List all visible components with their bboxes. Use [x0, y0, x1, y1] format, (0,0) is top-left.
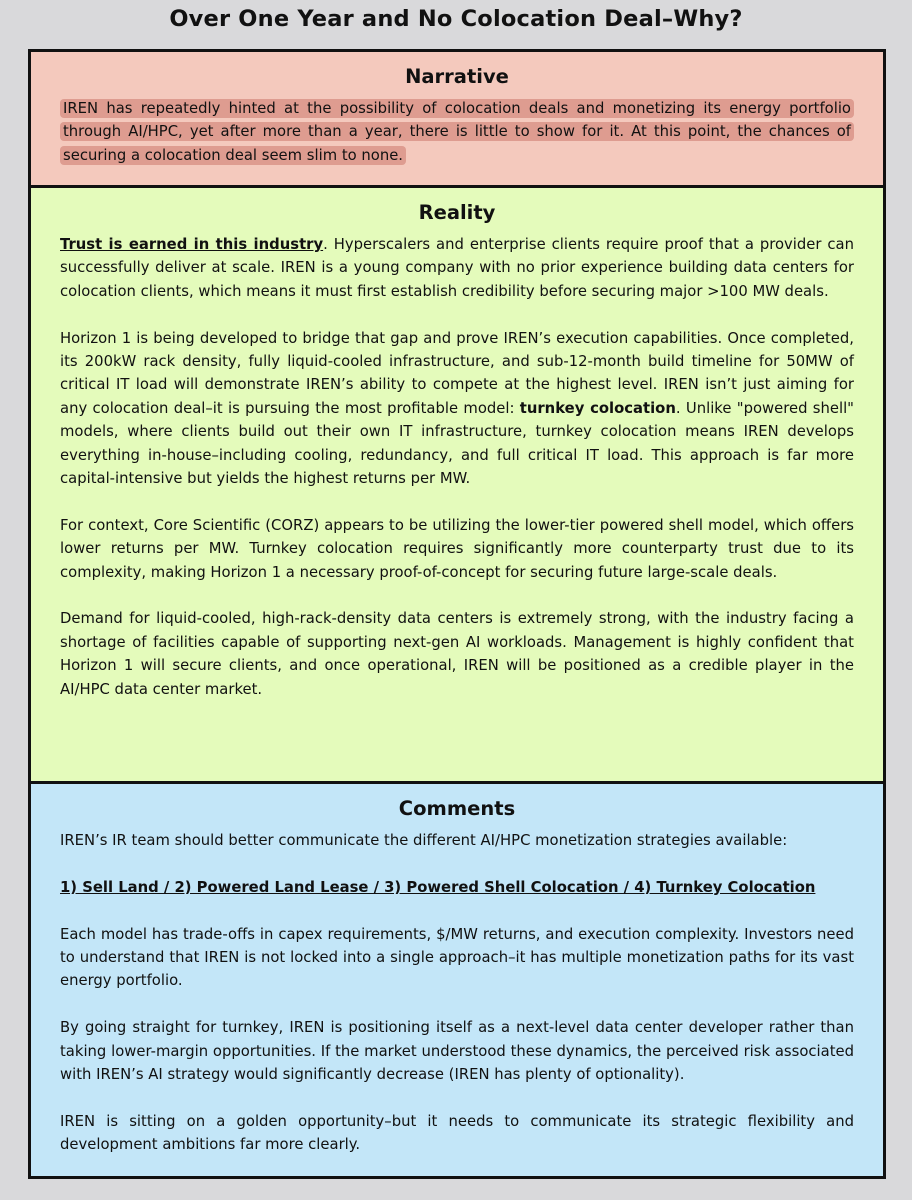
narrative-section [31, 52, 883, 188]
comments-paragraph-1: IREN’s IR team should better communicate the different AI/HPC monetization strategies available: [60, 832, 788, 849]
page-title: Over One Year and No Colocation Deal–Why? [169, 6, 743, 32]
narrative-highlighted-text: IREN has repeatedly hinted at the possibility of colocation deals and monetizing its energy portfolio through AI/HPC, yet after more than a year, there is little to show for it. At this point, the chances of securing a colocation deal seem slim to none. [60, 99, 854, 165]
reality-paragraph-2-text-a: Horizon 1 is being developed to bridge that gap and prove IREN’s execution capabilities. Once completed, its 200kW rack density, fully liquid-cooled infrastructure, and sub-12-month build timeline for 50MW of critical IT load will demonstrate IREN’s ability to compete at the highest level. IREN isn’t just aiming for any colocation deal–it is pursuing the most profitable model: [60, 329, 854, 417]
comments-body [31, 829, 883, 1157]
comments-paragraph-3: By going straight for turnkey, IREN is positioning itself as a next-level data center developer rather than taking lower-margin opportunities. If the market understood these dynamics, the perceived risk associated with IREN’s AI strategy would significantly decrease (IREN has plenty of optionality). [60, 1019, 854, 1084]
monetization-models-list [60, 876, 854, 899]
reality-heading: Reality [418, 201, 496, 224]
reality-section [31, 188, 883, 784]
comments-heading: Comments [398, 797, 516, 820]
monetization-models-text: 1) Sell Land / 2) Powered Land Lease / 3) Powered Shell Colocation / 4) Turnkey Colocation [60, 878, 816, 896]
reality-paragraph-4: Demand for liquid-cooled, high-rack-density data centers is extremely strong, with the industry facing a shortage of facilities capable of supporting next-gen AI workloads. Management is highly confident that Horizon 1 will secure clients, and once operational, IREN will be positioned as a credible player in the AI/HPC data center market. [60, 610, 854, 698]
reality-paragraph-2-text-b: . Unlike "powered shell" models, where clients build out their own IT infrastructure, turnkey colocation means IREN develops everything in-house–including cooling, redundancy, and full critical IT load. This approach is far more capital-intensive but yields the highest returns per MW. [60, 399, 854, 488]
content-frame [28, 49, 886, 1179]
narrative-heading: Narrative [405, 65, 509, 88]
trust-earned-emphasis: Trust is earned in this industry [60, 236, 324, 253]
reality-paragraph-1-text: . Hyperscalers and enterprise clients require proof that a provider can successfully deliver at scale. IREN is a young company with no prior experience building data centers for colocation clients, which means it must first establish credibility before securing major >100 MW deals. [60, 236, 854, 300]
reality-paragraph-2 [60, 327, 854, 491]
reality-paragraph-1 [60, 233, 854, 303]
reality-body [31, 233, 883, 701]
comments-section [31, 784, 883, 1176]
turnkey-colocation-emphasis: turnkey colocation [519, 399, 676, 417]
comments-paragraph-4: IREN is sitting on a golden opportunity–but it needs to communicate its strategic flexibility and development ambitions far more clearly. [60, 1112, 854, 1154]
reality-paragraph-3: For context, Core Scientific (CORZ) appears to be utilizing the lower-tier powered shell model, which offers lower returns per MW. Turnkey colocation requires significantly more counterparty trust due to its complexity, making Horizon 1 a necessary proof-of-concept for securing future large-scale deals. [60, 516, 854, 581]
narrative-body [31, 97, 883, 167]
comments-paragraph-2: Each model has trade-offs in capex requirements, $/MW returns, and execution complexity. Investors need to understand that IREN is not locked into a single approach–it has multiple monetization paths for its vast energy portfolio. [60, 925, 854, 990]
